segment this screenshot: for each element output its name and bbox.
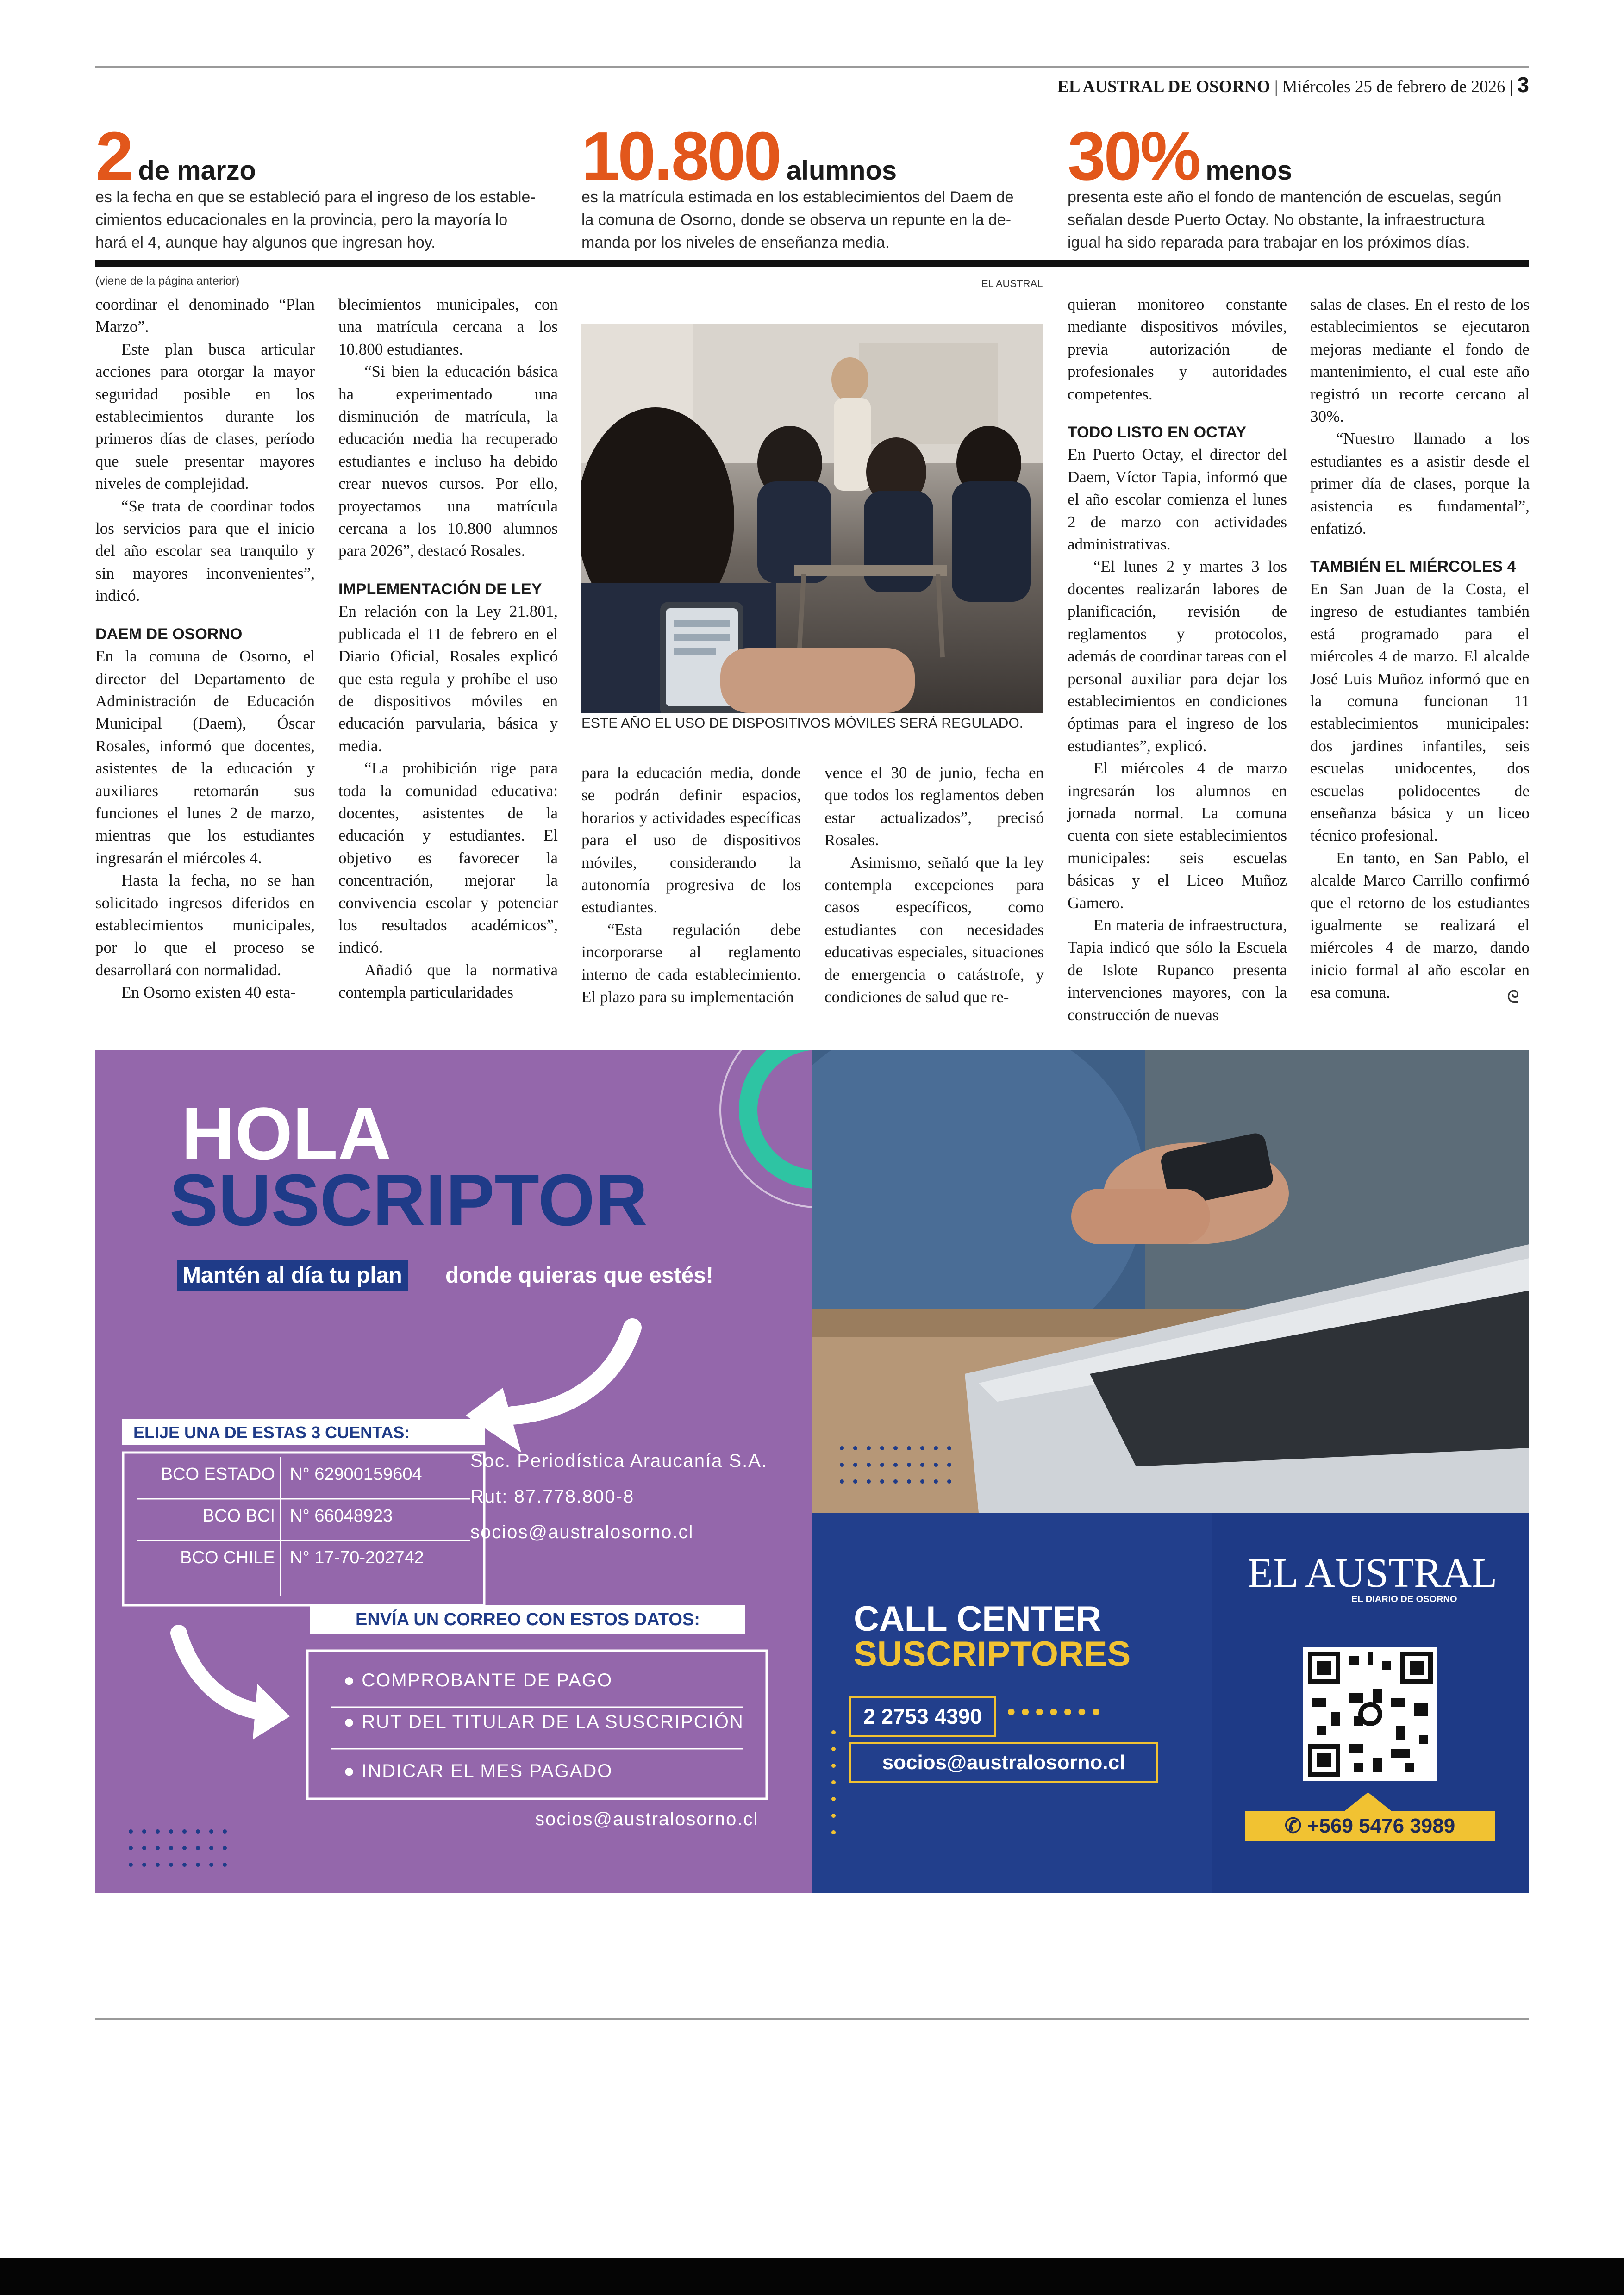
ad-subscriber-panel — [95, 1050, 812, 1893]
subheading: IMPLEMENTACIÓN DE LEY — [338, 580, 542, 598]
stat-block-3 — [1068, 118, 1530, 254]
photo-credit: EL AUSTRAL — [981, 278, 1043, 289]
arrow-icon — [179, 1633, 262, 1712]
paragraph: vence el 30 de junio, fecha en que todos los reglamentos deben estar actualizados”, precisó Rosales. — [824, 764, 1044, 849]
pointer-triangle — [1345, 1792, 1391, 1811]
footer-bar — [0, 2258, 1624, 2295]
send-item-label: RUT DEL TITULAR DE LA SUSCRIPCIÓN — [362, 1712, 744, 1732]
stat-1-line: es la fecha en que se estableció para el ingreso de los estable- — [95, 188, 536, 206]
stat-1-unit: de marzo — [138, 156, 256, 186]
masthead-paper: EL AUSTRAL DE OSORNO — [1057, 77, 1270, 96]
paragraph: blecimientos municipales, con una matrícula cercana a los 10.800 estudiantes. — [338, 295, 558, 358]
paragraph: En la comuna de Osorno, el director del Departamento de Administración de Educación Municipal (Daem), Óscar Rosales, informó que docentes, asistentes de la educación y auxiliares retomarán sus funciones el lunes 2 de marzo, mientras que los estudiantes ingresarán el miércoles 4. — [95, 647, 315, 867]
page-number: 3 — [1517, 73, 1529, 97]
stat-2-desc — [581, 186, 1044, 254]
send-title: ENVÍA UN CORREO CON ESTOS DATOS: — [356, 1610, 700, 1629]
article-column-5 — [1068, 293, 1287, 1026]
paragraph: coordinar el denominado “Plan Marzo”. — [95, 295, 315, 336]
dots-decor: ●●●●●●● — [1006, 1703, 1106, 1720]
subheading: DAEM DE OSORNO — [95, 625, 243, 643]
paragraph: “El lunes 2 y martes 3 los docentes realizarán labores de planificación, revisión de reglamentos y protocolos, además de coordinar tareas con el personal auxiliar para dejar los establecimientos en condiciones óptimas para el ingreso de los estudiantes”, explicó. — [1068, 557, 1287, 755]
account-number: N° 66048923 — [290, 1506, 393, 1526]
paragraph: En San Juan de la Costa, el ingreso de estudiantes también está programado para el miércoles 4 de marzo. El alcalde José Luis Muñoz informó que en la comuna funcionan 11 establecimientos municipales: dos jardines infantiles, seis escuelas unidocentes, dos escuelas polidocentes de enseñanza básica y un liceo técnico profesional. — [1310, 580, 1530, 845]
stat-block-1 — [95, 118, 558, 254]
end-mark-icon: ᘓ — [1507, 987, 1519, 1007]
ad-logo: EL AUSTRAL — [1248, 1550, 1498, 1596]
stat-2-line: manda por los niveles de enseñanza media. — [581, 234, 890, 251]
paragraph: “Esta regulación debe incorporarse al reglamento interno de cada establecimiento. El plazo para su implementación — [581, 920, 801, 1006]
send-item-label: INDICAR EL MES PAGADO — [362, 1761, 613, 1781]
photo-caption: ESTE AÑO EL USO DE DISPOSITIVOS MÓVILES SERÁ REGULADO. — [581, 716, 1024, 731]
article-column-4 — [824, 762, 1044, 1008]
subheading: TAMBIÉN EL MIÉRCOLES 4 — [1310, 558, 1516, 576]
paragraph: En materia de infraestructura, Tapia indicó que sólo la Escuela de Islote Rupanco presenta intervenciones mayores, con la construcción de nuevas — [1068, 916, 1287, 1024]
continued-note: (viene de la página anterior) — [95, 274, 240, 287]
stat-3-line: presenta este año el fondo de mantención de escuelas, según — [1068, 188, 1502, 206]
dot-column-decor — [831, 1730, 841, 1847]
whatsapp-number: +569 5476 3989 — [1307, 1815, 1455, 1837]
subheading: TODO LISTO EN OCTAY — [1068, 424, 1247, 442]
ad-hola: HOLA — [181, 1092, 392, 1175]
paragraph: Añadió que la normativa contempla particularidades — [338, 960, 558, 1002]
whatsapp-badge — [1245, 1811, 1495, 1841]
bottom-rule — [95, 2018, 1529, 2020]
paragraph: quieran monitoreo constante mediante dispositivos móviles, previa autorización de profesionales y autoridades competentes. — [1068, 295, 1287, 403]
stat-3-unit: menos — [1206, 156, 1293, 186]
masthead-date: Miércoles 25 de febrero de 2026 — [1282, 77, 1505, 96]
paragraph: “Si bien la educación básica ha experimentado una disminución de matrícula, la educación media ha recuperado estudiantes e incluso ha debido crear nuevos cursos. Por ello, proyectamos una matrícula cercana a los 10.800 alumnos para 2026”, destacó Rosales. — [338, 362, 558, 560]
ad-tag-box: Mantén al día tu plan — [177, 1260, 408, 1291]
stat-2-line: la comuna de Osorno, donde se observa un repunte en la de- — [581, 211, 1012, 229]
company-rut: Rut: 87.778.800-8 — [470, 1486, 635, 1507]
laptop-phone-illustration — [812, 1050, 1529, 1513]
bank-name: BCO BCI — [202, 1506, 275, 1526]
masthead: EL AUSTRAL DE OSORNO | Miércoles 25 de febrero de 2026 | 3 — [1057, 73, 1529, 97]
bank-name: BCO ESTADO — [161, 1465, 275, 1484]
phone-number: 2 2753 4390 — [849, 1696, 996, 1737]
stat-2-line: es la matrícula estimada en los establecimientos del Daem de — [581, 188, 1014, 206]
stat-1-line: cimientos educacionales en la provincia, pero la mayoría lo — [95, 211, 508, 229]
stat-1-desc — [95, 186, 558, 254]
ad-suscriptor: SUSCRIPTOR — [169, 1160, 648, 1241]
send-item: ● COMPROBANTE DE PAGO — [344, 1670, 613, 1690]
paragraph: para la educación media, donde se podrán definir espacios, horarios y actividades específicas para el uso de dispositivos móviles, considerando la autonomía progresiva de los estudiantes. — [581, 764, 801, 917]
arrow-head-icon — [253, 1684, 290, 1740]
stat-3-line: igual ha sido reparada para trabajar en los próximos días. — [1068, 234, 1470, 251]
qr-code-icon — [1303, 1647, 1437, 1781]
stat-3-desc — [1068, 186, 1530, 254]
article-photo — [581, 324, 1043, 713]
accounts-title: ELIJE UNA DE ESTAS 3 CUENTAS: — [129, 1422, 482, 1442]
classroom-photo-illustration — [581, 324, 1043, 713]
call-center-title: CALL CENTER — [854, 1599, 1101, 1639]
send-email: socios@australosorno.cl — [535, 1809, 759, 1829]
account-number: N° 62900159604 — [290, 1465, 422, 1484]
send-item-label: COMPROBANTE DE PAGO — [362, 1670, 613, 1690]
paragraph: En relación con la Ley 21.801, publicada el 11 de febrero en el Diario Oficial, Rosales explicó que esta regula y prohíbe el uso de dispositivos móviles en educación parvularia, básica y media. — [338, 602, 558, 755]
bank-name: BCO CHILE — [180, 1548, 275, 1567]
send-item: ● RUT DEL TITULAR DE LA SUSCRIPCIÓN — [344, 1712, 744, 1732]
stat-3-big: 30% — [1068, 118, 1199, 194]
stat-2-big: 10.800 — [581, 118, 780, 194]
article-column-2 — [338, 293, 558, 1004]
dot-grid-decor — [129, 1829, 314, 1879]
ad-logo-sub: EL DIARIO DE OSORNO — [1351, 1594, 1457, 1604]
dot-grid-decor — [840, 1446, 1053, 1496]
article-column-3 — [581, 762, 801, 1008]
paragraph: “Se trata de coordinar todos los servicios para que el inicio del año escolar sea tranquilo y sin mayores inconvenientes”, indicó. — [95, 497, 315, 605]
ad-call-center-panel — [812, 1513, 1212, 1893]
stat-1-big: 2 — [95, 118, 132, 194]
call-center-subtitle: SUSCRIPTORES — [854, 1634, 1131, 1674]
account-number: N° 17-70-202742 — [290, 1548, 424, 1567]
top-rule — [95, 66, 1529, 68]
stat-block-2 — [581, 118, 1044, 254]
ad-photo — [812, 1050, 1529, 1513]
arrow-icon — [512, 1328, 632, 1416]
section-rule — [95, 260, 1529, 267]
company-email: socios@australosorno.cl — [470, 1522, 694, 1542]
article-column-6 — [1310, 293, 1530, 1004]
paragraph: “Nuestro llamado a los estudiantes es a asistir desde el primer día de clases, porque la asistencia es fundamental”, enfatizó. — [1310, 430, 1530, 538]
paragraph: Asimismo, señaló que la ley contempla excepciones para casos específicos, como estudiantes con necesidades educativas especiales, situaciones de emergencia o catástrofe, y condiciones de salud que re- — [824, 853, 1044, 1006]
ad-tag-rest: donde quieras que estés! — [445, 1263, 713, 1288]
paragraph: Este plan busca articular acciones para otorgar la mayor seguridad posible en los establecimientos durante los primeros días de clases, período que suele presentar mayores niveles de complejidad. — [95, 340, 315, 493]
qr-code-pattern — [1303, 1647, 1437, 1781]
paragraph: En Osorno existen 40 esta- — [121, 983, 296, 1002]
stat-2-unit: alumnos — [786, 156, 897, 186]
paragraph: En Puerto Octay, el director del Daem, Víctor Tapia, informó que el año escolar comienza el lunes 2 de marzo con actividades administrativas. — [1068, 445, 1287, 554]
stat-1-line: hará el 4, aunque hay algunos que ingresan hoy. — [95, 234, 436, 251]
paragraph: En tanto, en San Pablo, el alcalde Marco Carrillo confirmó que el retorno de los estudiantes igualmente se realizará el miércoles 4 de marzo, dando inicio formal al año escolar en esa comuna. — [1310, 848, 1530, 1002]
company-name: Soc. Periodística Araucanía S.A. — [470, 1451, 768, 1471]
paragraph: El miércoles 4 de marzo ingresarán los alumnos en jornada normal. La comuna cuenta con siete establecimientos municipales: seis escuelas básicas y el Liceo Muñoz Gamero. — [1068, 759, 1287, 912]
paragraph: Hasta la fecha, no se han solicitado ingresos diferidos en establecimientos municipales, por lo que el proceso se desarrollará con normalidad. — [95, 871, 315, 979]
send-item: ● INDICAR EL MES PAGADO — [344, 1761, 613, 1781]
ad-logo-panel — [1212, 1513, 1529, 1893]
stat-3-line: señalan desde Puerto Octay. No obstante, la infraestructura — [1068, 211, 1485, 229]
paragraph: salas de clases. En el resto de los establecimientos se ejecutaron mejoras mediante el fondo de mantenimiento, el cual este año registró un recorte cercano al 30%. — [1310, 295, 1530, 426]
article-column-1 — [95, 293, 315, 1004]
whatsapp-icon: ✆ — [1284, 1815, 1307, 1837]
call-center-email: socios@australosorno.cl — [849, 1742, 1158, 1783]
paragraph: “La prohibición rige para toda la comunidad educativa: docentes, asistentes de la educación y estudiantes. El objetivo es favorecer la concentración, mejorar la convivencia escolar y potenciar los resultados académicos”, indicó. — [338, 759, 558, 957]
